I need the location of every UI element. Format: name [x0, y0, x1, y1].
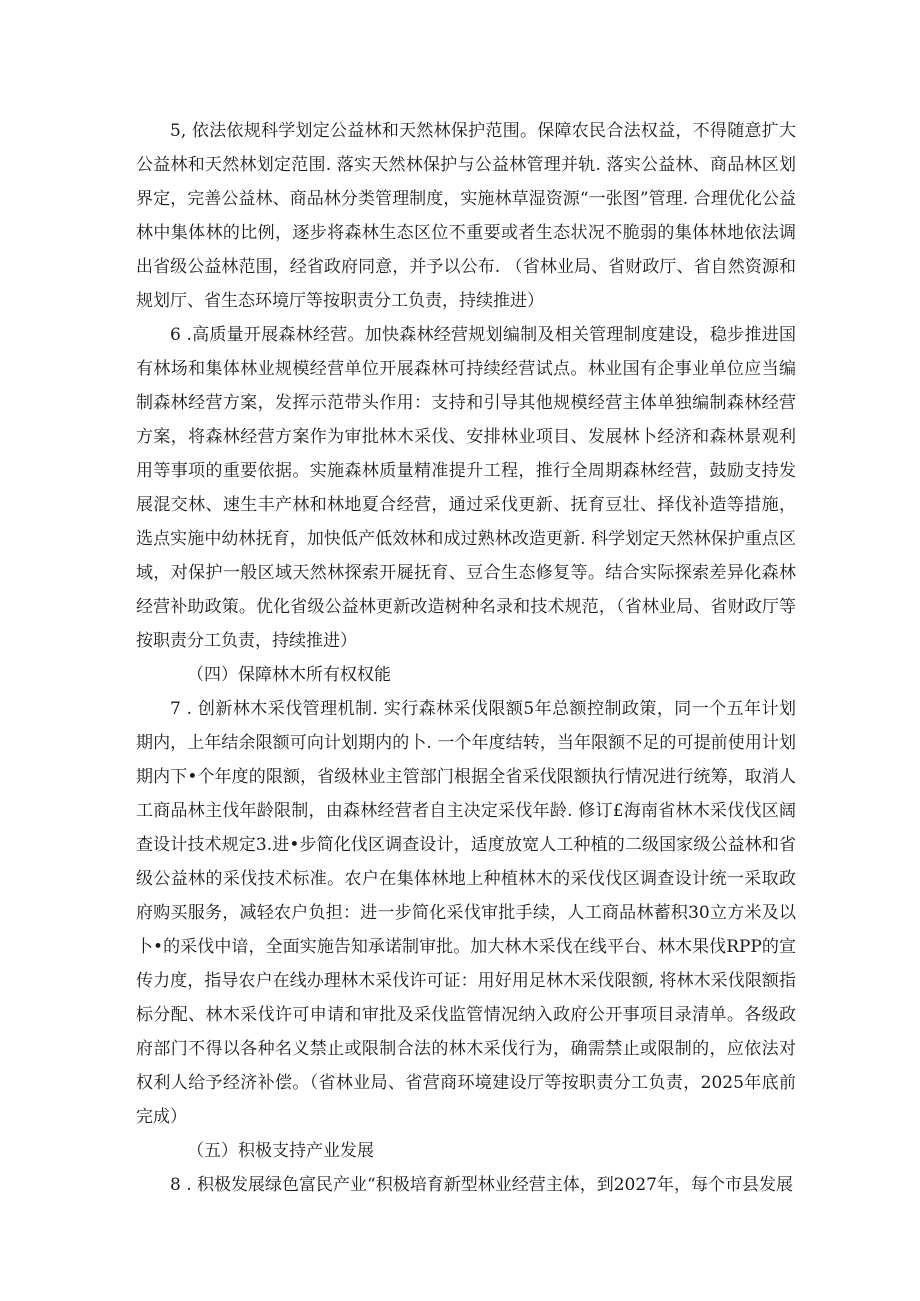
paragraph-8: 8 . 积极发展绿色富民产业“积极培育新型林业经营主体，到2027年，每个市县发展 — [170, 1175, 793, 1195]
document-body — [136, 114, 796, 1202]
paragraph-7: 7 . 创新林木采伐管理机制. 实行森林采伐限额5年总额控制政策，同一个五年计划期内，上年结余限额可向计划期内的卜. 一个年度结转，当年限额不足的可提前使用计划期内下•个年度的限额，省级林业主管部门根据全省采伐限额执行情况进行统筹，取消人工商品林主伐年龄限制，由森林经营者自主决定采伐年龄. 修订£海南省林木采伐伐区阔查设计技术规定3.进•步简化伐区调查设计，适度放宽人工种植的二级国家级公益林和省级公益林的采伐技术标准。农户在集体林地上种植林木的采伐伐区调查设计统一采取政府购买服务，减轻农户负担：进一步简化采伐审批手续，人工商品林蓄积30立方米及以卜•的采伐中谙，全面实施告知承诺制审批。加大林木采伐在线平台、林木果伐RPP的宣传力度，指导农户在线办理林木采伐许可证：用好用足林木采伐限额, 将林木采伐限额指标分配、林木采伐许可申请和审批及采伐监管情况纳入政府公开事项目录清单。各级政府部门不得以各种名义禁止或限制合法的林木采伐行为，确需禁止或限制的，应依法对权利人给予经济补偿。（省林业局、省营商环境建设厅等按职责分工负责，2025年底前完成） — [136, 699, 796, 1127]
section-heading-5: （五）积极支持产业发展 — [187, 1141, 374, 1161]
paragraph-5: 5, 依法依规科学划定公益林和天然林保护范围。保障农民合法权益，不得随意扩大公益林和天然林划定范围. 落实天然林保护与公益林管理并轨. 落实公益林、商品林区划界定，完善公益林、商品林分类管理制度，实施林草湿资源“一张图”管理. 合理优化公益林中集体林的比例，逐步将森林生态区位不重要或者生态状况不脆弱的集体林地依法调出省级公益林范围，经省政府同意，并予以公布. （省林业局、省财政厅、省自然资源和规划厅、省生态环境厅等按职责分工负责，持续推进） — [136, 121, 796, 311]
section-heading-4: （四）保障林木所有权权能 — [187, 665, 391, 685]
paragraph-6: 6 .高质量开展森林经营。加快森林经营规划编制及相关管理制度建设，稳步推进国有林场和集体林业规模经营单位开展森林可持续经营试点。林业国有企事业单位应当编制森林经营方案，发挥示范带头作用：支持和引导其他规模经营主体单独编制森林经营方案，将森林经营方案作为审批林木采伐、安排林业项目、发展林卜经济和森林景观利用等事项的重要依据。实施森林质量精准提升工程，推行全周期森林经营，鼓励支持发展混交林、速生丰产林和林地夏合经营，通过采伐更新、抚育豆壮、择伐补造等措施，选点实施中幼林抚育，加快低产低效林和成过熟林改造更新. 科学划定天然林保护重点区域，对保护一般区域天然林探索开屣抚育、豆合生态修复等。结合实际探索差异化森林经营补助政策。优化省级公益林更新改造树种名录和技术规范，（省林业局、省财政厅等按职责分工负责，持续推进） — [136, 325, 796, 651]
